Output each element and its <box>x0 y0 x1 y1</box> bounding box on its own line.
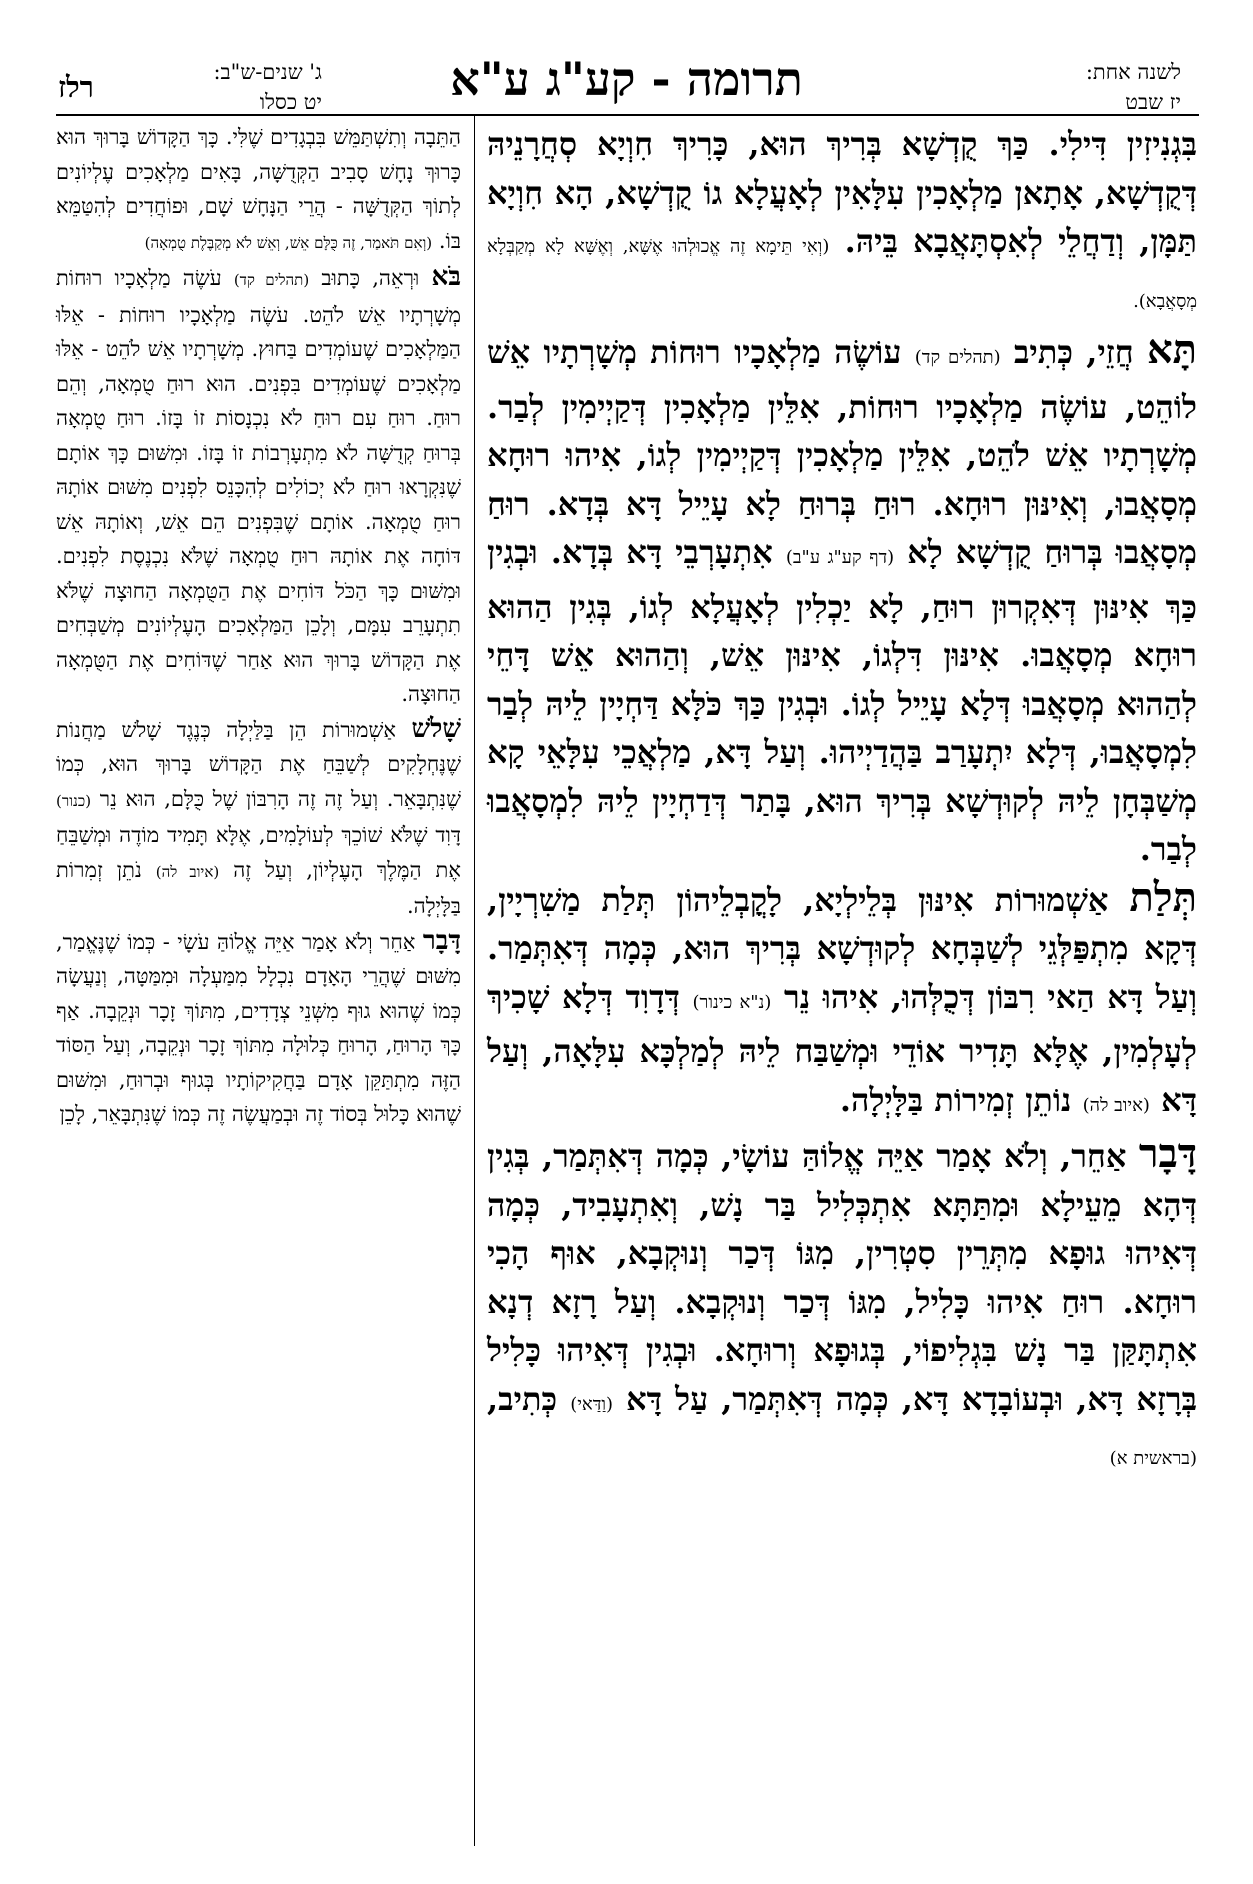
verse-reference: (תהלים קד) <box>233 271 310 289</box>
aramaic-paragraph-text: אַחֵר, וְלֹא אָמַר אַיֵּה אֱלוֹהַּ עוֹשָׂי, כְּמָה דְּאִתְּמַר, בְּגִין דְּהָא מֵעֵילָא וּמִתַּתָּא אִתְכְּלִיל בַּר נָשׁ, וְאִתְעָבִיד, כְּמָה דְּאִיהוּ גוּפָא מִתְּרֵין סִטְרִין, מִגּוֹ דְּכַר וְנוּקְבָא, אוּף הָכִי רוּחָא. רוּחַ אִיהוּ כָּלִיל, מִגּוֹ דְּכַר וְנוּקְבָא. וְעַל רָזָא דְנָא אִתְתָּקַּן בַּר נָשׁ בִּגְלִיפוֹי, בְּגוּפָא וְרוּחָא. וּבְגִין דְּאִיהוּ כָּלִיל בְּרָזָא דָּא, וּבְעוֹבָדָא דָּא, כְּמָה דְּאִתְּמַר, עַל דָּא <box>487 1137 1197 1418</box>
variant-reading: (נ"א כינור) <box>692 991 772 1013</box>
column-divider <box>474 116 475 1846</box>
schedule-three-year-label: ג' שנים-ש"ב: <box>213 60 322 84</box>
header-divider <box>56 114 1199 116</box>
hebrew-parenthetical-note: (וְאִם תֹּאמַר, זֶה כֻּלָּם אֵשׁ, וְאֵשׁ לֹא מְקַבֶּלֶת טֻמְאָה) <box>144 233 433 252</box>
schedule-one-year-label: לשנה אחת: <box>1085 60 1181 84</box>
aramaic-paragraph-4 <box>487 1130 1197 1484</box>
folio-reference: (דף קע"ג ע"ב) <box>785 547 895 568</box>
hebrew-translation-column <box>56 120 461 1860</box>
hebrew-paragraph-text: אַחֵר וְלֹא אָמַר אַיֵּה אֱלוֹהַּ עֹשָׂי - כְּמוֹ שֶׁנֶּאֱמַר, מִשּׁוּם שֶׁהֲרֵי הָאָדָם נִכְלָל מִמַּעְלָה וּמִמַּטָּה, וְנַעֲשָׂה כְּמוֹ שֶׁהוּא גוּף מִשְּׁנֵי צְדָדִים, מִתּוֹךְ זָכָר וּנְקֵבָה. אַף כָּךְ הָרוּחַ, הָרוּחַ כְּלוּלָה מִתּוֹךְ זָכָר וּנְקֵבָה, וְעַל הַסּוֹד הַזֶּה מִתְתַּקֵּן אָדָם בַּחֲקִיקוֹתָיו בְּגוּף וּבְרוּחַ, וּמִשּׁוּם שֶׁהוּא כָּלוּל בְּסוֹד זֶה וּבְמַעֲשֶׂה זֶה כְּמוֹ שֶׁנִּתְבָּאֵר, לָכֵן <box>56 929 461 1126</box>
aramaic-paragraph-text: אִתְעָרְבֵי דָּא בְּדָא. וּבְגִין כַּךְ אִינּוּן דְּאִקְרוּן רוּחַ, לָא יַכְלִין לְאָעֲלָא לְגוֹ, בְּגִין הַהוּא רוּחָא מְסָאֲבוּ. אִינּוּן דִּלְגוֹ, אִינּוּן אֵשׁ, וְהַהוּא אֵשׁ דָּחֵי לְהַהוּא מְסָאֲבוּ דְּלָא עָיֵיל לְגוֹ. וּבְגִין כַּךְ כֹּלָּא דַּחְיָין לֵיהּ לְבַר לִמְסָאֲבוּ, דְּלָא יִתְעָרַב בַּהֲדַיְיהוּ. וְעַל דָּא, מַלְאֲכֵי עִלָּאֵי קָא מְשַׁבְּחָן לֵיהּ לְקוּדְשָׁא בְּרִיךְ הוּא, בָּתַר דְּדַחְיָין לֵיהּ לִמְסָאֲבוּ לְבַר. <box>487 533 1198 868</box>
aramaic-parenthetical-note: (וְאִי תֵּימָא זֶה אֱכוּלְהוּ אֶשָּׁא, וְאֶשָּׁא לָא מְקַבְּלָא מְסָאֲבָא). <box>487 236 1197 312</box>
verse-reference: (תהלים קד) <box>914 347 1001 368</box>
verse-reference: (בראשית א) <box>1109 1448 1197 1469</box>
hebrew-paragraph-text: אַשְׁמוּרוֹת הֵן בַּלַּיְלָה כְּנֶגֶד שָׁלֹשׁ מַחֲנוֹת שֶׁנֶּחְלָקִים לְשַׁבֵּחַ אֶת הַקָּדוֹשׁ בָּרוּךְ הוּא, כְּמוֹ שֶׁנִּתְבָּאֵר. וְעַל זֶה זֶה הָרִבּוֹן שֶׁל כֻּלָּם, הוּא נֵר <box>56 717 461 811</box>
aramaic-paragraph-text: עוֹשֶׂה מַלְאָכָיו רוּחוֹת מְשָׁרְתָיו אֵשׁ לוֹהֵט, עוֹשֶׂה מַלְאָכָיו רוּחוֹת, אִלֵּין מַלְאָכִין דְּקַיְימִין לְבַר. מְשָׁרְתָיו אֵשׁ לֹהֵט, אִלֵּין מַלְאָכִין דְּקַיְימִין לְגוֹ, אִיהוּ רוּחָא מְסָאֲבוּ, וְאִינּוּן רוּחָא. רוּחַ בְּרוּחַ לָא עָיֵיל דָּא בְּדָא. רוּחַ מְסָאֲבוּ בְּרוּחַ קֻדְשָׁא לָא <box>487 333 1198 571</box>
aramaic-opening-word: דָּבָר <box>1138 1130 1198 1177</box>
hebrew-paragraph-4 <box>56 924 461 1132</box>
hebrew-paragraph-text: נֹתֵן זְמִרוֹת בַּלָּיְלָה. <box>56 857 461 918</box>
aramaic-paragraph-2 <box>487 326 1197 874</box>
hebrew-paragraph-text: עֹשֶׂה מַלְאָכָיו רוּחוֹת מְשָׁרְתָיו אֵשׁ לֹהֵט. עֹשֶׂה מַלְאָכָיו רוּחוֹת - אֵלּוּ הַמַּלְאָכִים שֶׁעוֹמְדִים בַּחוּץ. מְשָׁרְתָיו אֵשׁ לֹהֵט - אֵלּוּ מַלְאָכִים שֶׁעוֹמְדִים בִּפְנִים. הוּא רוּחַ טֻמְאָה, וְהֵם רוּחַ. רוּחַ עִם רוּחַ לֹא נִכְנָסוֹת זוֹ בָּזוֹ. רוּחַ טֻמְאָה בְּרוּחַ קְדֻשָּׁה לֹא מִתְעָרְבוֹת זוֹ בָּזוֹ. וּמִשּׁוּם כָּךְ אוֹתָם שֶׁנִּקְרָאוּ רוּחַ לֹא יְכוֹלִים לְהִכָּנֵס לִפְנִים מִשּׁוּם אוֹתָהּ רוּחַ טֻמְאָה. אוֹתָם שֶׁבִּפְנִים הֵם אֵשׁ, וְאוֹתָהּ אֵשׁ דּוֹחָה אֶת אוֹתָהּ רוּחַ טֻמְאָה שֶׁלֹּא נִכְנֶסֶת לִפְנִים. וּמִשּׁוּם כָּךְ הַכֹּל דּוֹחִים אֶת הַטֻּמְאָה הַחוּצָה שֶׁלֹּא תִתְעָרֵב עִמָּם, וְלָכֵן הַמַּלְאָכִים הָעֶלְיוֹנִים מְשַׁבְּחִים אֶת הַקָּדוֹשׁ בָּרוּךְ הוּא אַחַר שֶׁדּוֹחִים אֶת הַטֻּמְאָה הַחוּצָה. <box>56 266 461 706</box>
aramaic-opening-word: תְּלַת <box>1129 873 1198 921</box>
aramaic-paragraph-text: חֲזֵי, כְּתִיב <box>1014 333 1134 371</box>
aramaic-paragraph-1 <box>487 120 1197 326</box>
variant-reading: (כנור) <box>56 791 92 810</box>
hebrew-paragraph-2 <box>56 260 461 712</box>
aramaic-paragraph-text: בִּגְנִיזִין דִּילִי. כַּךְ קֻדְשָׁא בְּרִיךְ הוּא, כָּרִיךְ חִוְיָא סְחֲרָנֵיהּ דְּקֻדְשָׁא, אָתָאן מַלְאָכִין עִלָּאִין לְאָעֲלָא גוֹ קֻדְשָׁא, הָא חִוְיָא תַּמָּן, וְדַחֲלֵי לְאִסְתָּאֲבָא בֵּיהּ. <box>487 125 1198 260</box>
schedule-three-year-date: יט כסלו <box>259 90 322 114</box>
aramaic-opening-word: תָּא <box>1146 326 1198 373</box>
aramaic-paragraph-text: אַשְׁמוּרוֹת אִינּוּן בְּלֵילְיָא, לָקֳבְלֵיהוֹן תְּלַת מַשִׁרְיָין, דְּקָא מִתְפַּלְּגֵי לְשַׁבְּחָא לְקוּדְשָׁא בְּרִיךְ הוּא, כְּמָה דְּאִתְּמַר. וְעַל דָּא הַאי רִבּוֹן דְּכֻלְּהוּ, אִיהוּ נֵר <box>487 880 1198 1016</box>
hebrew-paragraph-text: וּרְאֵה, כָּתוּב <box>321 266 420 290</box>
aramaic-column <box>487 120 1197 1860</box>
verse-reference: (איוב לה) <box>1082 1094 1150 1116</box>
hebrew-opening-word: דָּבָר <box>422 924 461 956</box>
variant-reading: (וַדַּאי) <box>570 1393 614 1415</box>
aramaic-paragraph-3 <box>487 874 1197 1131</box>
page-title: תרומה - קע"ג ע"א <box>450 52 803 106</box>
hebrew-paragraph-text: הַתֵּבָה וְתִשְׁתַּמֵּשׁ בִּבְגָדִים שֶׁלִּי. כָּךְ הַקָּדוֹשׁ בָּרוּךְ הוּא כָּרוּךְ נָחָשׁ סָבִיב הַקְּדֻשָּׁה, בָּאִים מַלְאָכִים עֶלְיוֹנִים לְתוֹךְ הַקְּדֻשָּׁה - הֲרֵי הַנָּחָשׁ שָׁם, וּפוֹחֲדִים לְהִטַּמֵּא בּוֹ. <box>56 125 461 253</box>
verse-reference: (איוב לה) <box>155 862 220 881</box>
aramaic-paragraph-text: דְּדָוִד דְּלָא שָׁכִיךְ לְעָלְמִין, אֶלָּא תָּדִיר אוֹדֵי וּמְשַׁבַּח לֵיהּ לְמַלְכָּא עִלָּאָה, וְעַל דָּא <box>487 977 1197 1119</box>
hebrew-opening-word: שָׁלֹשׁ <box>411 712 461 744</box>
aramaic-paragraph-text: כְּתִיב, <box>487 1379 558 1418</box>
hebrew-paragraph-1 <box>56 120 461 260</box>
hebrew-paragraph-text: דָּוִד שֶׁלֹּא שׁוֹכֵךְ לְעוֹלָמִים, אֶלָּא תָּמִיד מוֹדֶה וּמְשַׁבֵּחַ אֶת הַמֶּלֶךְ הָעֶלְיוֹן, וְעַל זֶה <box>56 823 461 882</box>
aramaic-paragraph-text: נוֹתֵן זְמִירוֹת בַּלָּיְלָה. <box>839 1080 1072 1119</box>
schedule-one-year-date: יז שבט <box>1125 90 1181 114</box>
page-number: רלז <box>58 70 94 104</box>
hebrew-paragraph-3 <box>56 712 461 924</box>
hebrew-opening-word: בֹּא <box>431 261 462 292</box>
